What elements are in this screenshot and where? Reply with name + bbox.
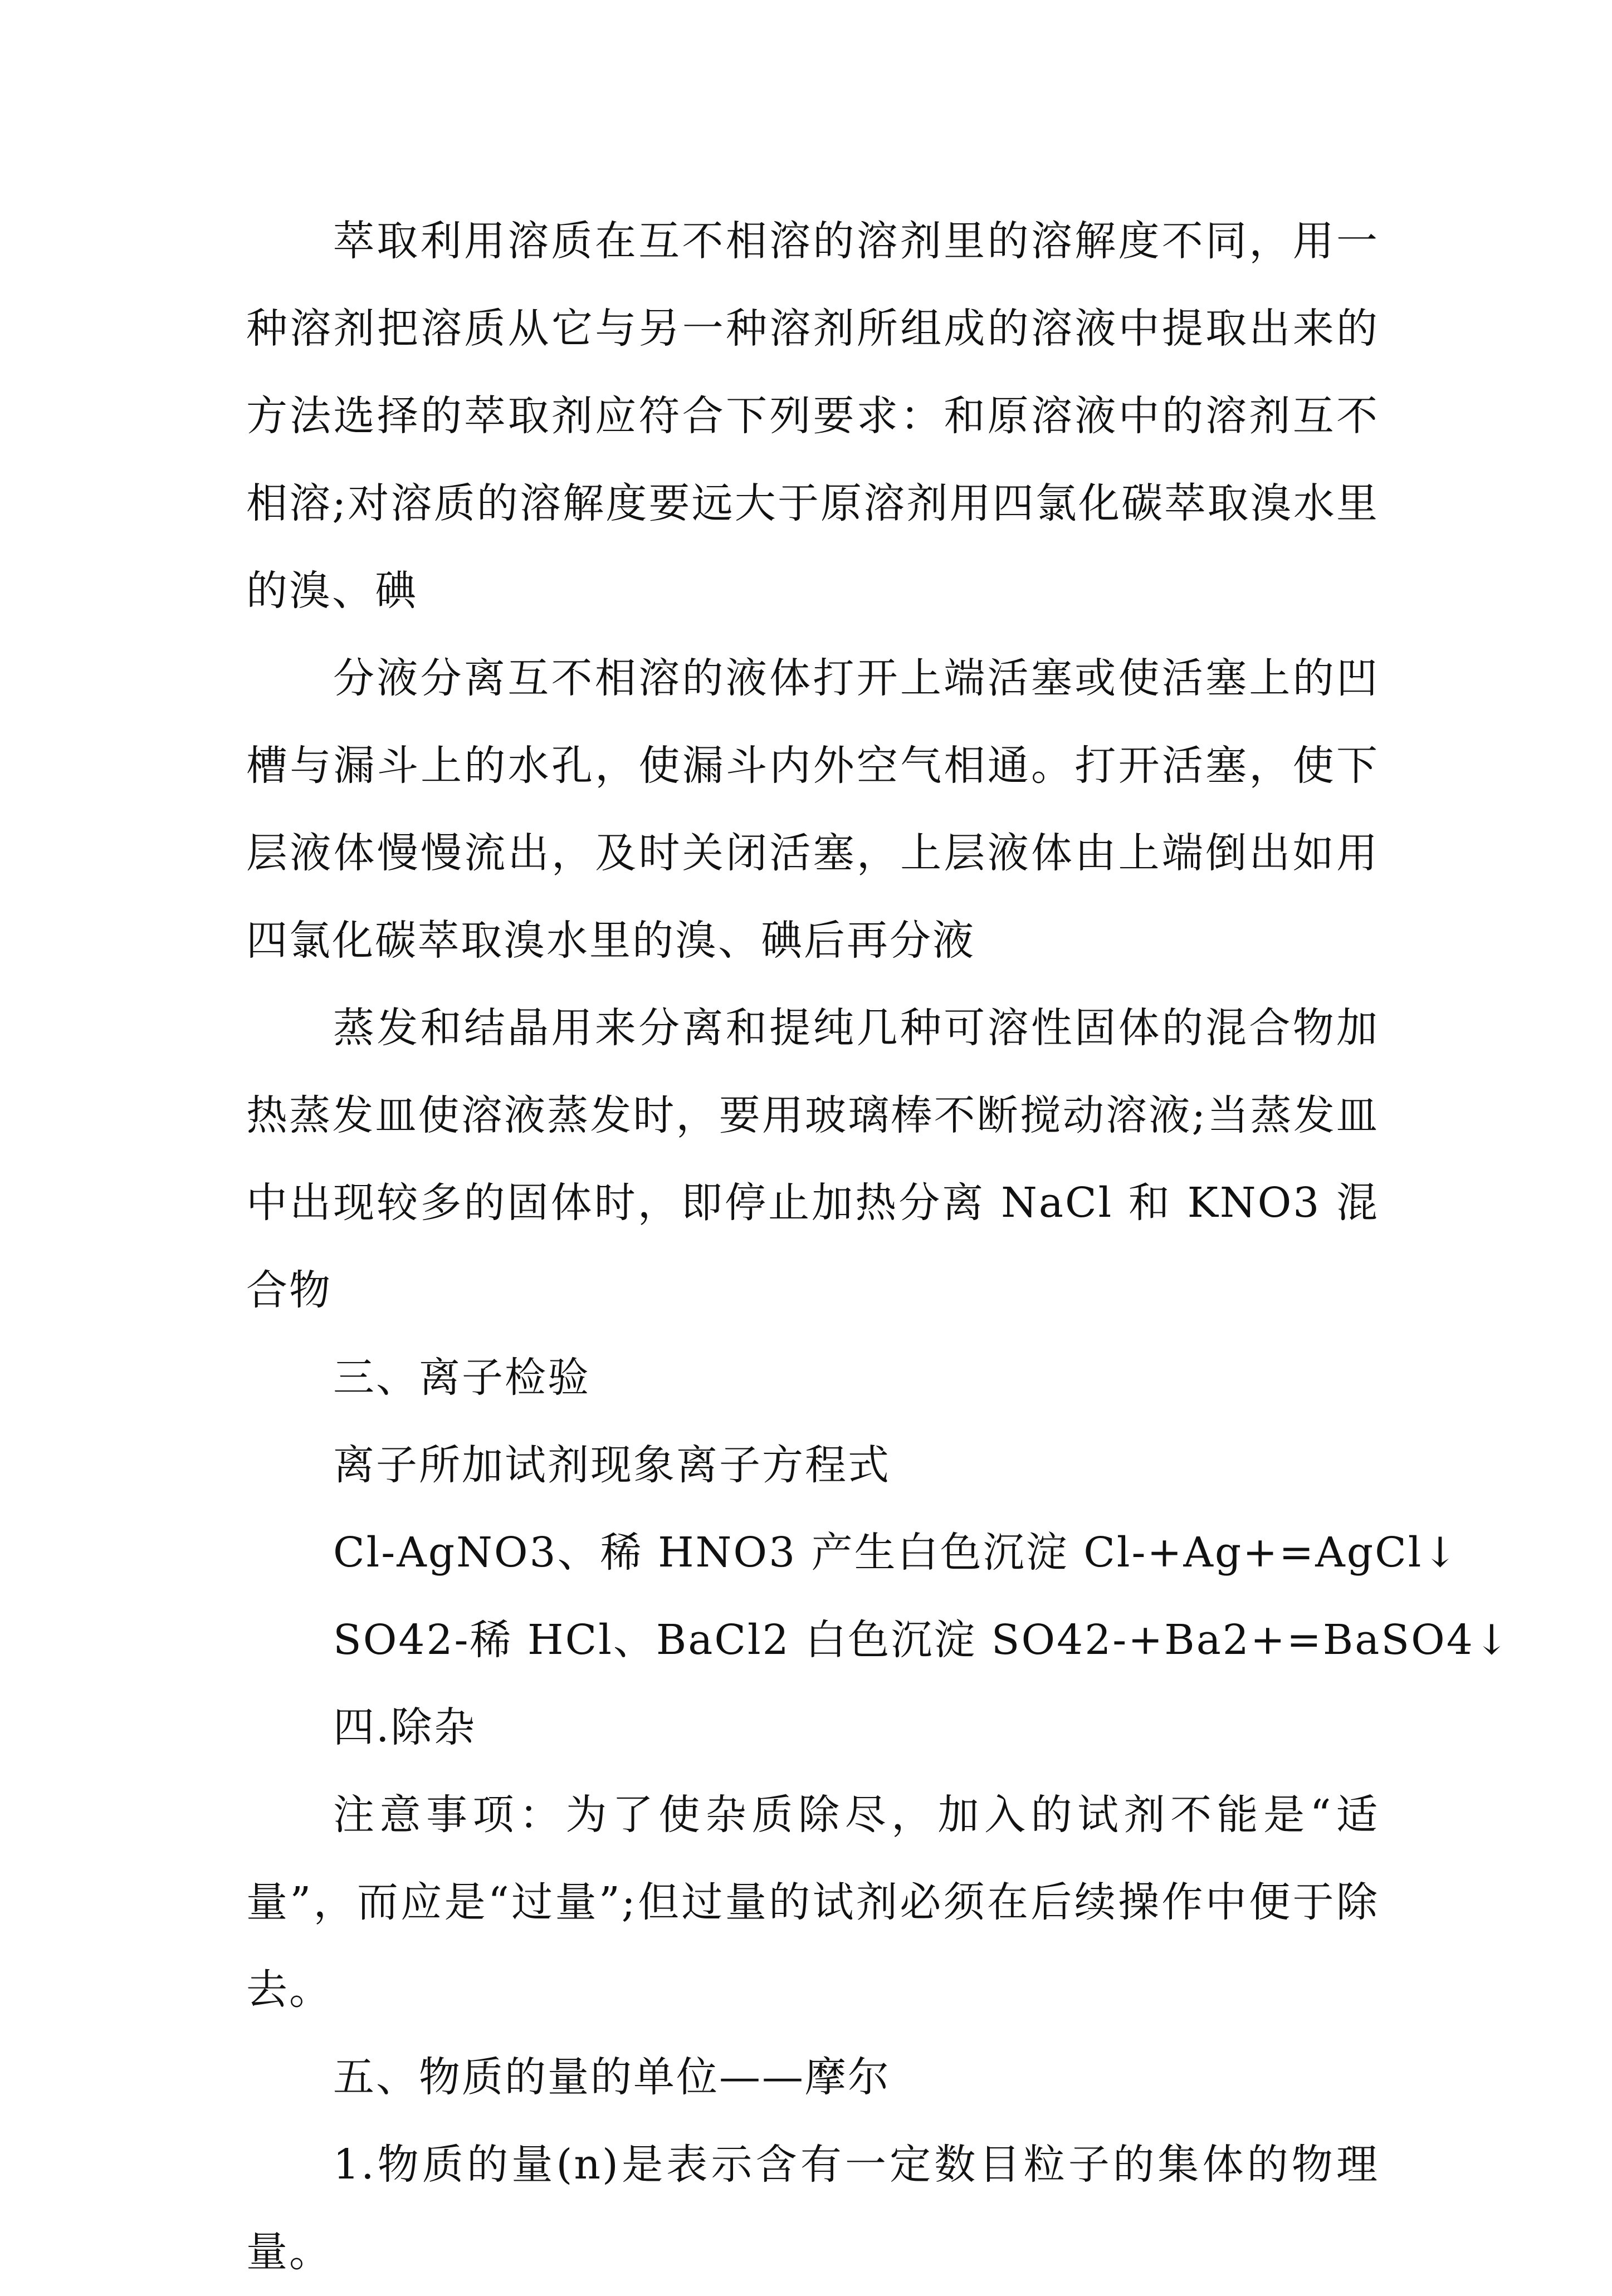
section-heading-ion-test: 三、离子检验 [333,1354,590,1402]
ion-test-sulfate: SO42-稀 HCl、BaCl2 白色沉淀 SO42-+Ba2+=BaSO4↓ [333,1616,1511,1664]
paragraph-notes: 注意事项：为了使杂质除尽，加入的试剂不能是“适量”，而应是“过量”;但过量的试剂必须在后续操作中便于除去。 [246,1791,1379,2014]
ion-test-header: 离子所加试剂现象离子方程式 [333,1441,891,1489]
paragraph-extraction: 萃取利用溶质在互不相溶的溶剂里的溶解度不同，用一种溶剂把溶质从它与另一种溶剂所组成的溶液中提取出来的方法选择的萃取剂应符合下列要求：和原溶液中的溶剂互不相溶;对溶质的溶解度要远大于原溶剂用四氯化碳萃取溴水里的溴、碘 [246,217,1379,615]
paragraph-evaporation: 蒸发和结晶用来分离和提纯几种可溶性固体的混合物加热蒸发皿使溶液蒸发时，要用玻璃棒不断搅动溶液;当蒸发皿中出现较多的固体时，即停止加热分离 NaCl 和 KNO3 混合物 [246,1004,1379,1314]
section-heading-mole: 五、物质的量的单位——摩尔 [333,2053,891,2101]
section-heading-impurity-removal: 四.除杂 [333,1703,477,1751]
document-body [246,198,1511,2296]
ion-test-chloride: Cl-AgNO3、稀 HNO3 产生白色沉淀 Cl-+Ag+=AgCl↓ [333,1529,1459,1577]
paragraph-amount-of-substance: 1.物质的量(n)是表示含有一定数目粒子的集体的物理量。 [246,2141,1379,2276]
paragraph-separation: 分液分离互不相溶的液体打开上端活塞或使活塞上的凹槽与漏斗上的水孔，使漏斗内外空气相通。打开活塞，使下层液体慢慢流出，及时关闭活塞，上层液体由上端倒出如用四氯化碳萃取溴水里的溴、碘后再分液 [246,654,1379,965]
